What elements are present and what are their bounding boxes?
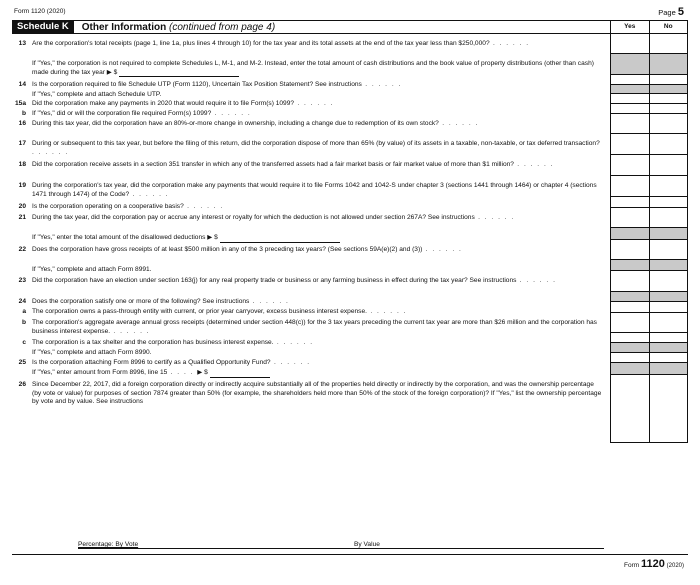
no-checkbox[interactable] (650, 94, 687, 104)
line-number: 24 (18, 298, 26, 305)
yes-header: Yes (611, 20, 650, 34)
question-text (32, 339, 608, 349)
yes-checkbox (611, 54, 649, 75)
no-checkbox (650, 54, 687, 75)
no-checkbox[interactable] (650, 313, 687, 333)
yes-cells (610, 34, 649, 443)
leader-dots: . . . . . . (513, 161, 554, 168)
leader-dots: . . . . . . (366, 308, 407, 315)
leader-dots: . . . . . . (32, 148, 69, 156)
question-row (12, 246, 608, 266)
yes-no-column (610, 20, 688, 34)
question-row (12, 203, 608, 214)
yes-checkbox[interactable] (611, 302, 649, 313)
question-text-content: If "Yes," did or will the corporation file required Form(s) 1099? (32, 110, 212, 117)
yes-checkbox[interactable] (611, 208, 649, 228)
line-number: 26 (18, 381, 26, 388)
line-number (12, 266, 32, 277)
no-checkbox[interactable] (650, 353, 687, 363)
yes-checkbox[interactable] (611, 134, 649, 155)
question-text-content: Is the corporation operating on a cooperative basis? (32, 203, 184, 210)
yes-checkbox[interactable] (611, 197, 649, 208)
yes-checkbox[interactable] (611, 94, 649, 104)
question-text-content: If "Yes," complete and attach Form 8990. (32, 349, 152, 356)
question-text-content: If "Yes," the corporation is not required to complete Schedules L, M-1, and M-2. Instead, enter the total amount of cash distributions and the book value of property distributions (other than cash) made during the tax year ▶ $ (32, 60, 594, 76)
schedule-title: Other Information (continued from page 4) (81, 21, 276, 33)
question-text (32, 40, 608, 60)
no-checkbox[interactable] (650, 155, 687, 176)
no-checkbox[interactable] (650, 375, 687, 443)
yes-checkbox[interactable] (611, 34, 649, 54)
no-checkbox[interactable] (650, 75, 687, 85)
question-row (12, 266, 608, 277)
footer-form-number: Form 1120 (2020) (623, 558, 684, 570)
yes-checkbox[interactable] (611, 114, 649, 134)
leader-dots: . . . . . . (438, 120, 479, 127)
yes-checkbox[interactable] (611, 333, 649, 343)
question-row (12, 277, 608, 298)
leader-dots: . . . . . . (361, 81, 402, 88)
line-number (12, 369, 32, 381)
yes-checkbox[interactable] (611, 240, 649, 260)
schedule-tag: Schedule K (12, 21, 74, 33)
line-number: a (22, 308, 26, 315)
yes-checkbox[interactable] (611, 75, 649, 85)
question-text (32, 266, 608, 277)
leader-dots: . . . . . . (183, 203, 224, 210)
page-header (12, 6, 688, 20)
question-row (12, 234, 608, 246)
percentage-by-vote[interactable]: Percentage: By Vote (78, 541, 354, 549)
no-checkbox[interactable] (650, 134, 687, 155)
line-number (12, 349, 32, 359)
question-row (12, 40, 608, 60)
line-number: 18 (18, 161, 26, 168)
question-row (12, 110, 608, 120)
no-checkbox[interactable] (650, 271, 687, 292)
line-number: 14 (18, 81, 26, 88)
question-row (12, 161, 608, 182)
question-text-content: During or subsequent to this tax year, but before the filing of this return, did the corporation dispose of more than 65% (by value) of its assets in a taxable, non-taxable, or tax deferred transaction? (32, 140, 600, 147)
leader-dots: . . . . (167, 369, 198, 376)
no-header: No (650, 20, 689, 34)
question-row (12, 100, 608, 110)
no-checkbox (650, 363, 687, 375)
line-number: 25 (18, 359, 26, 366)
yes-checkbox[interactable] (611, 353, 649, 363)
question-text (32, 246, 608, 266)
question-text-content: If "Yes," complete and attach Schedule UTP. (32, 91, 162, 98)
line-number: 21 (18, 214, 26, 221)
yes-no-header (610, 20, 688, 34)
question-text (32, 140, 608, 161)
question-text-content: Since December 22, 2017, did a foreign corporation directly or indirectly acquire substantially all of the properties held directly or indirectly by the corporation, and was the ownership percentage (by vote or value) for purposes of section 7874 greater than 50% (for example, the shareholders held more than 50% of the stock of the foreign corporation)? If "Yes," list the ownership percentage by vote and by value. See instructions (32, 381, 602, 406)
question-text (32, 349, 608, 359)
no-cells (649, 34, 688, 443)
no-checkbox[interactable] (650, 114, 687, 134)
line-number: 19 (18, 182, 26, 189)
question-text (32, 234, 608, 246)
yes-checkbox (611, 343, 649, 353)
question-row (12, 214, 608, 234)
no-checkbox[interactable] (650, 208, 687, 228)
line-number: 13 (18, 40, 26, 47)
dollar-arrow: ▶ $ (197, 369, 208, 376)
question-text-content: Is the corporation required to file Schedule UTP (Form 1120), Uncertain Tax Position Statement? See instructions (32, 81, 362, 88)
leader-dots: . . . . . . (474, 214, 515, 221)
question-row (12, 339, 608, 349)
question-text (32, 110, 608, 120)
leader-dots: . . . . . . (211, 110, 252, 117)
no-checkbox (650, 292, 687, 302)
question-text-content: If "Yes," enter the total amount of the disallowed deductions ▶ $ (32, 234, 218, 241)
question-text-content: Are the corporation's total receipts (page 1, line 1a, plus lines 4 through 10) for the tax year and its total assets at the end of the tax year less than $250,000? (32, 40, 490, 47)
question-text (32, 277, 608, 298)
no-checkbox (650, 228, 687, 240)
question-row (12, 140, 608, 161)
question-row (12, 381, 608, 449)
question-text-content: Does the corporation satisfy one or more of the following? See instructions (32, 298, 250, 305)
leader-dots: . . . . . . (110, 327, 151, 335)
question-text (32, 203, 608, 214)
question-text (32, 381, 608, 449)
line-number: 20 (18, 203, 26, 210)
question-text (32, 319, 608, 339)
question-text (32, 369, 608, 381)
leader-dots: . . . . . . (294, 100, 335, 107)
yes-checkbox (611, 260, 649, 271)
yes-checkbox (611, 292, 649, 302)
question-text (32, 298, 608, 308)
leader-dots: . . . . . . (422, 246, 463, 253)
leader-dots: . . . . . . (273, 339, 314, 346)
line-number: 22 (18, 246, 26, 253)
yes-checkbox (611, 85, 649, 94)
leader-dots: . . . . . . (249, 298, 290, 305)
question-row (12, 182, 608, 203)
no-checkbox[interactable] (650, 240, 687, 260)
schedule-header (12, 20, 688, 34)
question-row (12, 298, 608, 308)
yes-checkbox (611, 228, 649, 240)
yes-checkbox[interactable] (611, 155, 649, 176)
line-number (12, 234, 32, 246)
question-row (12, 349, 608, 359)
question-row (12, 120, 608, 140)
question-text (32, 120, 608, 140)
line-number: c (22, 339, 26, 346)
yes-checkbox[interactable] (611, 271, 649, 292)
question-text-content: If "Yes," complete and attach Form 8991. (32, 266, 152, 273)
yes-checkbox[interactable] (611, 375, 649, 443)
question-text-content: During this tax year, did the corporation have an 80%-or-more change in ownership, including a change due to redemption of its own stock? (32, 120, 439, 127)
question-row (12, 81, 608, 91)
amount-field[interactable] (210, 371, 270, 378)
bottom-rule (12, 554, 688, 555)
leader-dots: . . . . . . (129, 190, 170, 198)
no-checkbox[interactable] (650, 34, 687, 54)
line-number: 16 (18, 120, 26, 127)
question-text (32, 359, 608, 369)
no-checkbox (650, 343, 687, 353)
question-row (12, 60, 608, 81)
line-number: 23 (18, 277, 26, 284)
line-number (12, 91, 32, 100)
question-text (32, 308, 608, 319)
amount-field[interactable] (220, 236, 340, 243)
yes-checkbox (611, 363, 649, 375)
question-row (12, 319, 608, 339)
yes-checkbox[interactable] (611, 176, 649, 197)
amount-field[interactable] (119, 70, 239, 77)
line-number (12, 60, 32, 81)
question-text-content: If "Yes," enter amount from Form 8996, line 15 (32, 369, 168, 376)
question-text (32, 182, 608, 203)
question-text (32, 91, 608, 100)
line-number: b (21, 110, 26, 117)
percentage-row (78, 541, 604, 549)
question-row (12, 308, 608, 319)
question-text-content: Does the corporation have gross receipts of at least $500 million in any of the 3 preceding tax years? (See sections 59A(e)(2) and (3)) (32, 246, 423, 253)
no-checkbox[interactable] (650, 197, 687, 208)
question-row (12, 91, 608, 100)
line-number: 17 (18, 140, 26, 147)
question-text-content: The corporation's aggregate average annual gross receipts (determined under section 448(c)) for the 3 tax years preceding the current tax year are more than $26 million and the corporation has business interest expense. (32, 319, 597, 335)
question-text-content: Did the corporation receive assets in a section 351 transfer in which any of the transferred assets had a fair market basis or fair market value of more than $1 million? (32, 161, 514, 168)
question-text (32, 81, 608, 91)
page-number: Page 5 (658, 6, 684, 18)
form-page (12, 6, 688, 580)
question-row (12, 369, 608, 381)
yes-checkbox[interactable] (611, 313, 649, 333)
question-text-content: Is the corporation attaching Form 8996 to certify as a Qualified Opportunity Fund? (32, 359, 271, 366)
question-text-content: Did the corporation have an election under section 163(j) for any real property trade or business or any farming business in effect during the tax year? See instructions (32, 277, 517, 284)
line-number: b (21, 319, 26, 326)
question-text (32, 161, 608, 182)
leader-dots: . . . . . . (516, 277, 557, 284)
question-text (32, 100, 608, 110)
no-checkbox[interactable] (650, 302, 687, 313)
question-text-content: The corporation is a tax shelter and the corporation has business interest expense. (32, 339, 274, 346)
question-text-content: During the tax year, did the corporation pay or accrue any interest or royalty for which the deduction is not allowed under section 267A? See instructions (32, 214, 475, 221)
yes-checkbox[interactable] (611, 104, 649, 114)
question-row (12, 359, 608, 369)
percentage-by-value[interactable]: By Value (354, 541, 604, 549)
line-number: 15a (14, 100, 26, 107)
question-text (32, 60, 608, 81)
no-checkbox[interactable] (650, 176, 687, 197)
form-year: Form 1120 (2020) (14, 8, 66, 15)
no-checkbox (650, 85, 687, 94)
no-checkbox (650, 260, 687, 271)
question-text-content: During the corporation's tax year, did the corporation make any payments that would require it to file Forms 1042 and 1042-S under chapter 3 (sections 1441 through 1464) or chapter 4 (sections 1471 through 1474) of the Code? (32, 182, 597, 198)
leader-dots: . . . . . . (270, 359, 311, 366)
no-checkbox[interactable] (650, 104, 687, 114)
question-text (32, 214, 608, 234)
question-text-content: Did the corporation make any payments in 2020 that would require it to file Form(s) 1099? (32, 100, 295, 107)
leader-dots: . . . . . . (489, 40, 530, 47)
no-checkbox[interactable] (650, 333, 687, 343)
question-text-content: The corporation owns a pass-through entity with current, or prior year carryover, excess business interest expense. (32, 308, 367, 315)
